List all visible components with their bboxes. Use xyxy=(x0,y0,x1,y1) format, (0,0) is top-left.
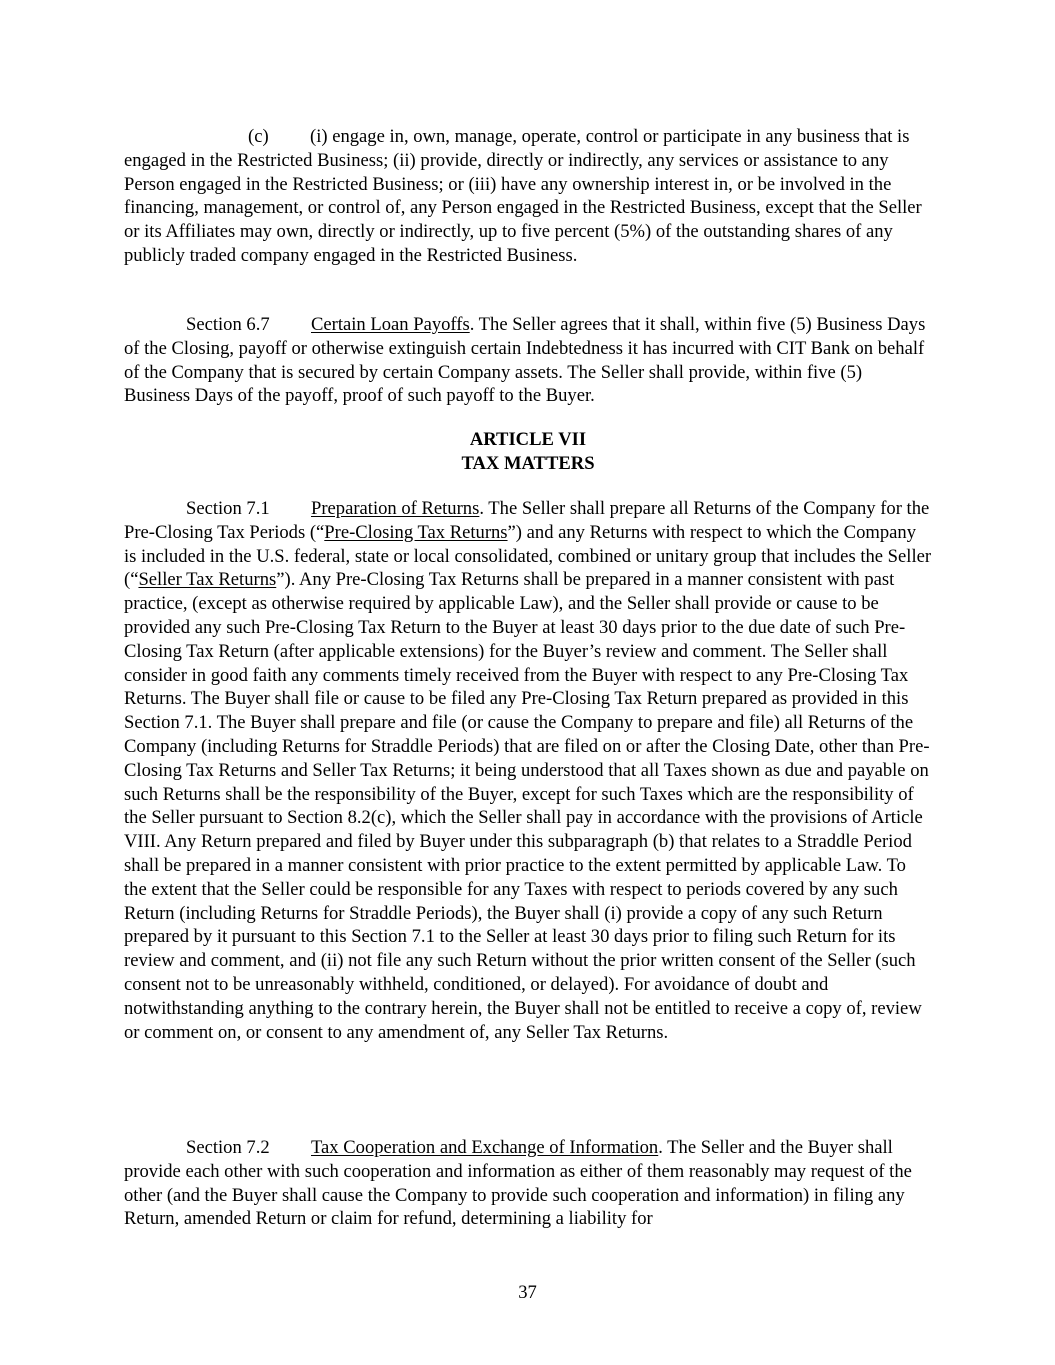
section-7-2-text: . The Seller and the Buyer shall provide each other with such cooperation and information as either of them reasonably may request of the other (and the Buyer shall cause the Company to provide such cooperation and information) in filing any Return, amended Return or claim for refund, determining a liability for xyxy=(124,1137,912,1230)
section-6-7-heading: Certain Loan Payoffs xyxy=(311,314,470,335)
section-7-1-text-c: ”). Any Pre-Closing Tax Returns shall be prepared in a manner consistent with past practice, (except as otherwise required by applicable Law), and the Seller shall provide or cause to be provided any such Pre-Closing Tax Return to the Buyer at least 30 days prior to the due date of such Pre-Closing Tax Return (after applicable extensions) for the Buyer’s review and comment. The Seller shall consider in good faith any comments timely received from the Buyer with respect to any Pre-Closing Tax Returns. The Buyer shall file or cause to be filed any Pre-Closing Tax Return prepared as provided in this Section 7.1. The Buyer shall prepare and file (or cause the Company to prepare and file) all Returns of the Company (including Returns for Straddle Periods) that are filed on or after the Closing Date, other than Pre-Closing Tax Returns and Seller Tax Returns; it being understood that all Taxes shown as due and payable on such Returns shall be the responsibility of the Buyer, except for such Taxes which are the responsibility of the Seller pursuant to Section 8.2(c), which the Seller shall pay in accordance with the provisions of Article VIII. Any Return prepared and filed by Buyer under this subparagraph (b) that relates to a Straddle Period shall be prepared in a manner consistent with prior practice to the extent permitted by applicable Law. To the extent that the Seller could be responsible for any Taxes with respect to periods covered by any such Return (including Returns for Straddle Periods), the Buyer shall (i) provide a copy of any such Return prepared by it pursuant to this Section 7.1 to the Seller at least 30 days prior to filing such Return for its review and comment, and (ii) not file any such Return without the prior written consent of the Seller (such consent not to be unreasonably withheld, conditioned, or delayed). For avoidance of doubt and notwithstanding anything to the contrary herein, the Buyer shall not be entitled to receive a copy of, review or comment on, or consent to any amendment of, any Seller Tax Returns. xyxy=(124,569,930,1043)
section-7-1 xyxy=(124,497,932,1044)
section-7-1-heading: Preparation of Returns xyxy=(311,498,480,519)
section-7-1-text-a: . The Seller shall prepare all Returns of the Company for the Pre-Closing Tax Periods (“ xyxy=(124,498,930,543)
section-6-7-text: . The Seller agrees that it shall, within five (5) Business Days of the Closing, payoff or otherwise extinguish certain Indebtedness it has incurred with CIT Bank on behalf of the Company that is secured by certain Company assets. The Seller shall provide, within five (5) Business Days of the payoff, proof of such payoff to the Buyer. xyxy=(124,314,926,407)
paragraph-c-text: (i) engage in, own, manage, operate, control or participate in any business that is engaged in the Restricted Business; (ii) provide, directly or indirectly, any services or assistance to any Person engaged in the Restricted Business; or (iii) have any ownership interest in, or be involved in the financing, management, or control of, any Person engaged in the Restricted Business, except that the Seller or its Affiliates may own, directly or indirectly, up to five percent (5%) of the outstanding shares of any publicly traded company engaged in the Restricted Business. xyxy=(124,126,922,266)
section-7-2 xyxy=(124,1136,932,1231)
section-7-1-text-b: ”) and any Returns with respect to which the Company is included in the U.S. federal, state or local consolidated, combined or unitary group that includes the Seller (“ xyxy=(124,521,932,591)
section-6-7 xyxy=(124,313,932,408)
article-title: TAX MATTERS xyxy=(461,452,595,474)
paragraph-c-label: (c) xyxy=(248,126,269,147)
section-7-1-number: Section 7.1 xyxy=(186,498,270,519)
section-7-2-heading: Tax Cooperation and Exchange of Information xyxy=(311,1137,659,1158)
paragraph-c xyxy=(124,125,932,268)
section-6-7-number: Section 6.7 xyxy=(186,314,270,335)
section-7-2-number: Section 7.2 xyxy=(186,1137,270,1158)
page-number: 37 xyxy=(518,1282,537,1303)
article-heading xyxy=(124,428,932,476)
defined-term-pre-closing-tax-returns: Pre-Closing Tax Returns xyxy=(324,521,508,543)
defined-term-seller-tax-returns: Seller Tax Returns xyxy=(138,569,277,591)
article-number: ARTICLE VII xyxy=(469,429,587,450)
